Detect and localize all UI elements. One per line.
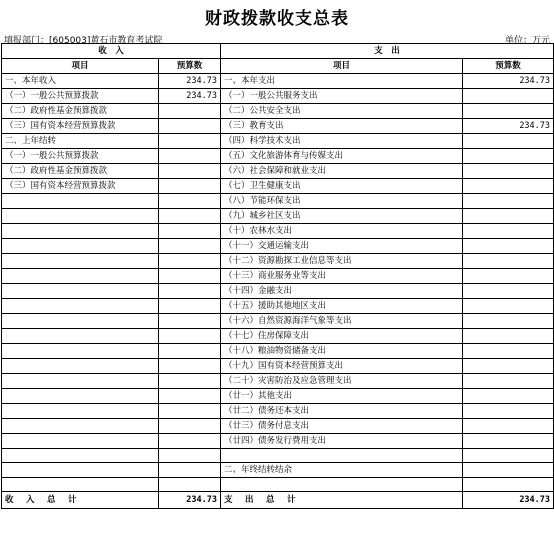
table-row <box>2 299 554 314</box>
table-row <box>2 74 554 89</box>
expense-budget-cell <box>463 419 554 434</box>
table-row <box>2 434 554 449</box>
expense-budget-cell <box>463 269 554 284</box>
expense-item-cell: （十八）粮油物资储备支出 <box>221 344 463 359</box>
expense-total-value: 234.73 <box>463 492 554 509</box>
expense-total-label: 支 出 总 计 <box>221 492 463 509</box>
income-budget-cell <box>159 463 221 478</box>
income-item-cell <box>2 359 159 374</box>
expense-item-cell: （十六）自然资源海洋气象等支出 <box>221 314 463 329</box>
income-budget-cell <box>159 194 221 209</box>
table-row <box>2 149 554 164</box>
table-row <box>2 209 554 224</box>
table-row <box>2 224 554 239</box>
income-item-cell: （二）政府性基金预算拨款 <box>2 164 159 179</box>
expense-budget-cell: 234.73 <box>463 74 554 89</box>
expense-item-cell: （十九）国有资本经营预算支出 <box>221 359 463 374</box>
expense-budget-column-header: 预算数 <box>463 59 554 74</box>
income-section-header: 收 入 <box>2 44 221 59</box>
table-row <box>2 374 554 389</box>
income-item-cell <box>2 329 159 344</box>
income-item-cell <box>2 404 159 419</box>
expense-budget-cell <box>463 134 554 149</box>
income-item-cell: 二、上年结转 <box>2 134 159 149</box>
income-item-cell <box>2 284 159 299</box>
expense-item-cell: （廿四）债务发行费用支出 <box>221 434 463 449</box>
table-row <box>2 389 554 404</box>
income-budget-cell <box>159 164 221 179</box>
expense-item-cell: （十四）金融支出 <box>221 284 463 299</box>
income-item-cell <box>2 463 159 478</box>
income-item-cell <box>2 374 159 389</box>
table-row <box>2 134 554 149</box>
expense-item-cell: （十）农林水支出 <box>221 224 463 239</box>
income-item-column-header: 项目 <box>2 59 159 74</box>
income-budget-cell <box>159 149 221 164</box>
expense-item-cell <box>221 478 463 492</box>
table-row <box>2 404 554 419</box>
expense-item-cell: （二）公共安全支出 <box>221 104 463 119</box>
income-budget-cell <box>159 344 221 359</box>
income-item-cell: （一）一般公共预算拨款 <box>2 149 159 164</box>
income-item-cell <box>2 434 159 449</box>
table-row <box>2 314 554 329</box>
totals-row <box>2 492 554 509</box>
expense-budget-cell <box>463 239 554 254</box>
expense-budget-cell <box>463 299 554 314</box>
income-budget-cell <box>159 209 221 224</box>
expense-item-cell: （九）城乡社区支出 <box>221 209 463 224</box>
income-budget-column-header: 预算数 <box>159 59 221 74</box>
expense-item-cell: （廿二）债务还本支出 <box>221 404 463 419</box>
table-row <box>2 449 554 463</box>
table-row <box>2 419 554 434</box>
income-budget-cell <box>159 119 221 134</box>
income-item-cell <box>2 224 159 239</box>
income-budget-cell: 234.73 <box>159 74 221 89</box>
income-item-cell <box>2 209 159 224</box>
expense-item-cell: （三）教育支出 <box>221 119 463 134</box>
income-item-cell <box>2 269 159 284</box>
expense-item-cell: （一）一般公共服务支出 <box>221 89 463 104</box>
income-budget-cell <box>159 179 221 194</box>
income-item-cell: （一）一般公共预算拨款 <box>2 89 159 104</box>
income-budget-cell <box>159 374 221 389</box>
income-budget-cell <box>159 299 221 314</box>
income-budget-cell <box>159 419 221 434</box>
income-item-cell <box>2 449 159 463</box>
expense-budget-cell <box>463 194 554 209</box>
income-budget-cell <box>159 478 221 492</box>
income-budget-cell <box>159 314 221 329</box>
income-item-cell <box>2 419 159 434</box>
expense-item-cell: （十三）商业服务业等支出 <box>221 269 463 284</box>
table-row <box>2 344 554 359</box>
expense-item-cell: （四）科学技术支出 <box>221 134 463 149</box>
expense-budget-cell <box>463 329 554 344</box>
income-item-cell <box>2 299 159 314</box>
income-item-cell: （三）国有资本经营预算拨款 <box>2 119 159 134</box>
income-item-cell <box>2 254 159 269</box>
income-budget-cell <box>159 404 221 419</box>
expense-item-cell: （五）文化旅游体育与传媒支出 <box>221 149 463 164</box>
income-budget-cell <box>159 134 221 149</box>
income-budget-cell: 234.73 <box>159 89 221 104</box>
table-row <box>2 179 554 194</box>
expense-budget-cell <box>463 164 554 179</box>
expense-budget-cell <box>463 463 554 478</box>
table-body <box>2 74 554 492</box>
expense-budget-cell <box>463 449 554 463</box>
currency-unit: 单位：万元 <box>504 36 550 46</box>
income-item-cell: （二）政府性基金预算拨款 <box>2 104 159 119</box>
expense-budget-cell <box>463 224 554 239</box>
income-budget-cell <box>159 359 221 374</box>
table-row <box>2 194 554 209</box>
income-budget-cell <box>159 389 221 404</box>
expense-item-column-header: 项目 <box>221 59 463 74</box>
reporting-unit: 填报部门：[605003]黄石市教育考试院 <box>4 36 163 46</box>
income-item-cell <box>2 344 159 359</box>
expense-budget-cell <box>463 434 554 449</box>
expense-budget-cell <box>463 359 554 374</box>
expense-item-cell: （十二）资源勘探工业信息等支出 <box>221 254 463 269</box>
income-item-cell <box>2 389 159 404</box>
income-budget-cell <box>159 104 221 119</box>
budget-summary-table <box>1 43 554 509</box>
income-budget-cell <box>159 254 221 269</box>
table-row <box>2 478 554 492</box>
income-item-cell: 一、本年收入 <box>2 74 159 89</box>
expense-budget-cell <box>463 104 554 119</box>
expense-item-cell: （七）卫生健康支出 <box>221 179 463 194</box>
income-item-cell <box>2 194 159 209</box>
table-row <box>2 329 554 344</box>
expense-section-header: 支 出 <box>221 44 554 59</box>
income-budget-cell <box>159 224 221 239</box>
expense-budget-cell <box>463 149 554 164</box>
expense-budget-cell: 234.73 <box>463 119 554 134</box>
expense-item-cell: （二十）灾害防治及应急管理支出 <box>221 374 463 389</box>
income-budget-cell <box>159 284 221 299</box>
expense-item-cell: 一、本年支出 <box>221 74 463 89</box>
table-row <box>2 284 554 299</box>
income-item-cell <box>2 239 159 254</box>
expense-item-cell: （廿一）其他支出 <box>221 389 463 404</box>
expense-budget-cell <box>463 209 554 224</box>
income-budget-cell <box>159 269 221 284</box>
table-row <box>2 164 554 179</box>
expense-item-cell: （十五）援助其他地区支出 <box>221 299 463 314</box>
expense-budget-cell <box>463 254 554 269</box>
expense-item-cell: （廿三）债务付息支出 <box>221 419 463 434</box>
income-total-label: 收 入 总 计 <box>2 492 159 509</box>
table-row <box>2 104 554 119</box>
expense-budget-cell <box>463 389 554 404</box>
income-total-value: 234.73 <box>159 492 221 509</box>
income-item-cell: （三）国有资本经营预算拨款 <box>2 179 159 194</box>
income-budget-cell <box>159 449 221 463</box>
table-row <box>2 463 554 478</box>
income-budget-cell <box>159 434 221 449</box>
expense-budget-cell <box>463 314 554 329</box>
income-budget-cell <box>159 329 221 344</box>
expense-budget-cell <box>463 284 554 299</box>
expense-budget-cell <box>463 89 554 104</box>
table-row <box>2 119 554 134</box>
expense-item-cell: （十一）交通运输支出 <box>221 239 463 254</box>
income-item-cell <box>2 314 159 329</box>
expense-budget-cell <box>463 374 554 389</box>
expense-item-cell: （六）社会保障和就业支出 <box>221 164 463 179</box>
expense-item-cell: 二、年终结转结余 <box>221 463 463 478</box>
table-row <box>2 359 554 374</box>
expense-budget-cell <box>463 179 554 194</box>
income-item-cell <box>2 478 159 492</box>
table-row <box>2 269 554 284</box>
table-row <box>2 254 554 269</box>
expense-budget-cell <box>463 404 554 419</box>
table-row <box>2 89 554 104</box>
expense-budget-cell <box>463 478 554 492</box>
expense-item-cell: （八）节能环保支出 <box>221 194 463 209</box>
expense-item-cell: （十七）住房保障支出 <box>221 329 463 344</box>
income-budget-cell <box>159 239 221 254</box>
table-row <box>2 239 554 254</box>
report-title: 财政拨款收支总表 <box>205 9 349 29</box>
expense-budget-cell <box>463 344 554 359</box>
expense-item-cell <box>221 449 463 463</box>
